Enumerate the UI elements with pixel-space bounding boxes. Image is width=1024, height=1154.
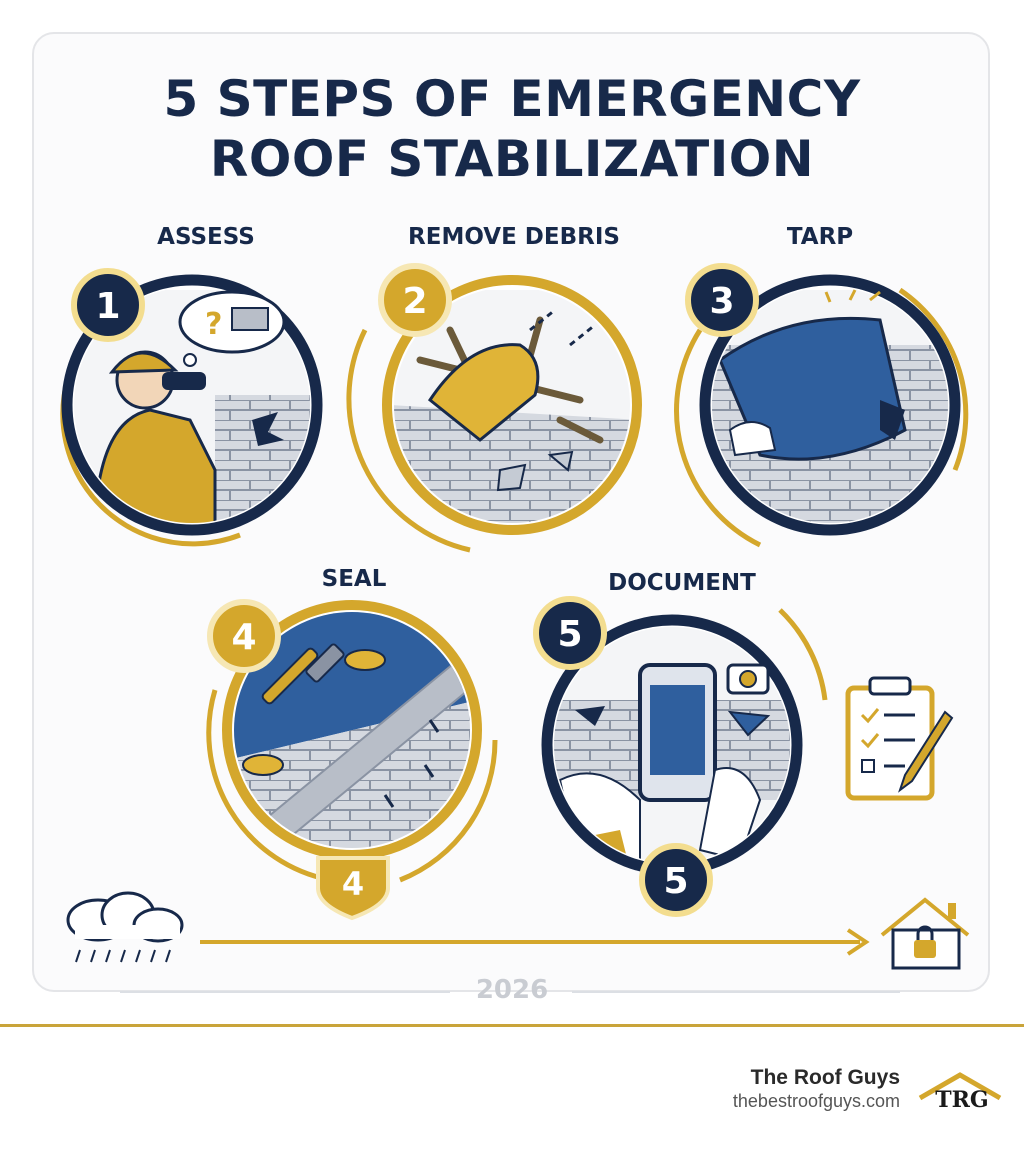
svg-text:?: ? (205, 307, 223, 342)
step-2-group (349, 266, 640, 550)
step-4-number: 4 (231, 617, 257, 658)
step-2-label: REMOVE DEBRIS (408, 224, 620, 250)
brand-logo (920, 1075, 1000, 1113)
step-5-group (536, 599, 952, 914)
step-1-group (63, 271, 320, 544)
step-5-number: 5 (557, 614, 583, 655)
step-4-label: SEAL (321, 566, 387, 592)
clipboard-checklist-icon (848, 678, 952, 798)
step-1-label: ASSESS (157, 224, 255, 250)
year-label: 2026 (475, 975, 549, 1005)
house-lock-icon (882, 900, 968, 968)
footer-divider (0, 1024, 1024, 1027)
page-title-line-1: 5 STEPS OF EMERGENCY (163, 70, 861, 128)
brand-name: The Roof Guys (750, 1066, 900, 1089)
step-5-bottom-number: 5 (663, 861, 689, 902)
step-1-number: 1 (95, 286, 121, 327)
brand-url: thebestroofguys.com (732, 1091, 900, 1111)
step-4-shield-number: 4 (341, 865, 365, 903)
step-3-label: TARP (786, 224, 854, 250)
tape-roll-icon (345, 650, 385, 670)
camera-icon (728, 665, 768, 693)
step-2-number: 2 (402, 281, 428, 322)
page-title-line-2: ROOF STABILIZATION (209, 130, 815, 188)
step-4-group (209, 602, 495, 918)
step-3-group (677, 266, 966, 545)
step-3-number: 3 (709, 281, 735, 322)
step-5-label: DOCUMENT (608, 570, 756, 596)
svg-text:TRG: TRG (935, 1087, 989, 1113)
rain-cloud-icon (68, 893, 182, 962)
binoculars-icon (162, 372, 206, 390)
